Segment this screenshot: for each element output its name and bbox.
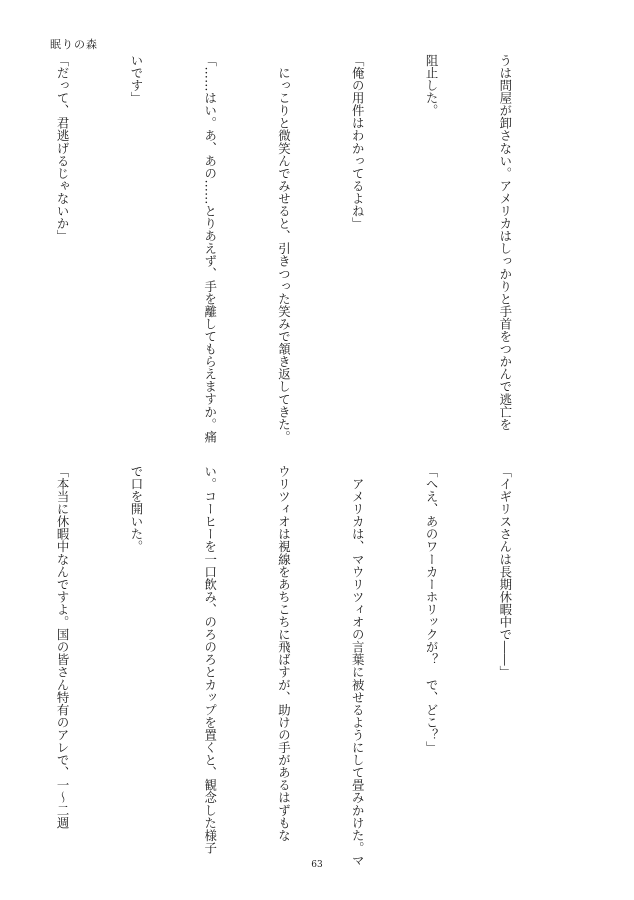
text-line: ウリツィオは視線をあちこちに飛ばすが、助けの手があるはずもな [276, 465, 292, 842]
text-line: 「本当に休暇中なんですよ。国の皆さん特有のアレで、一〜二週 [55, 465, 71, 829]
text-line: いです」 [128, 54, 144, 105]
text-line: にっこりと微笑んでみせると、引きつった笑みで頷き返してきた。 [276, 54, 292, 444]
text-line: 阻止した。 [424, 54, 440, 117]
text-line: 「俺の用件はわかってるよね」 [350, 54, 366, 230]
text-line: 「だって、君逃げるじゃないか」 [55, 54, 71, 243]
text-line: 「へえ、あのワーカーホリックが？ で、どこ？」 [424, 465, 440, 754]
text-line: で口を開いた。 [128, 465, 144, 553]
text-line: 「……はい。あ、あの……とりあえず、手を離してもらえますか。痛 [202, 54, 218, 444]
text-line: うは問屋が卸さない。アメリカはしっかりと手首をつかんで逃亡を [497, 54, 513, 431]
page-number: 63 [311, 860, 323, 870]
text-line: 「イギリスさんは長期休暇中で――」 [497, 465, 513, 679]
text-line: い。コーヒーを一口飲み、のろのろとカップを置くと、観念した様子 [202, 465, 218, 855]
text-line: アメリカは、マウリツィオの言葉に被せるようにして畳みかけた。マ [350, 465, 366, 867]
top-text-block [55, 54, 566, 452]
running-header-title: 眠りの森 [50, 38, 98, 51]
